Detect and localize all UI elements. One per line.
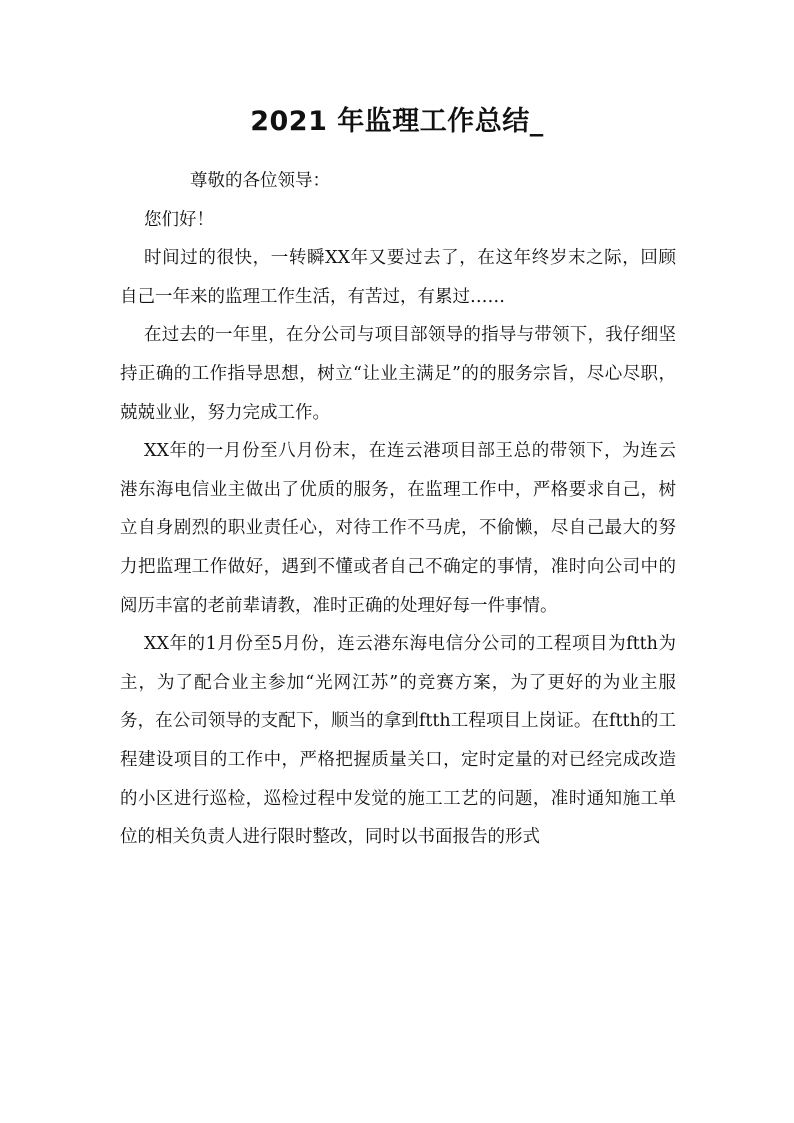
intro-paragraph: 时间过的很快，一转瞬XX年又要过去了，在这年终岁末之际，回顾自己一年来的监理工作生活，有苦过，有累过…… (120, 248, 676, 307)
salutation-paragraph: 您们好！ (144, 209, 214, 230)
document-title: 2021 年监理工作总结_ (250, 106, 544, 137)
greeting-paragraph: 尊敬的各位领导： (190, 171, 330, 191)
past-year-paragraph: 在过去的一年里，在分公司与项目部领导的指导与带领下，我仔细坚持正确的工作指导思想，树立“让业主满足”的的服务宗旨，尽心尽职，兢兢业业，努力完成工作。 (120, 325, 676, 423)
jan-aug-paragraph: XX年的一月份至八月份末，在连云港项目部王总的带领下，为连云港东海电信业主做出了优质的服务，在监理工作中，严格要求自己，树立自身剧烈的职业责任心，对待工作不马虎，不偷懒，尽自己最大的努力把监理工作做好，遇到不懂或者自己不确定的事情，准时向公司中的阅历丰富的老前辈请教，准时正确的处理好每一件事情。 (120, 441, 676, 616)
document-body (120, 162, 676, 857)
ftth-paragraph: XX年的1月份至5月份，连云港东海电信分公司的工程项目为ftth为主，为了配合业主参加“光网江苏”的竞赛方案，为了更好的为业主服务，在公司领导的支配下，顺当的拿到ftth工程项目上岗证。在ftth的工程建设项目的工作中，严格把握质量关口，定时定量的对已经完成改造的小区进行巡检，巡检过程中发觉的施工工艺的问题，准时通知施工单位的相关负责人进行限时整改，同时以书面报告的形式 (120, 634, 676, 848)
